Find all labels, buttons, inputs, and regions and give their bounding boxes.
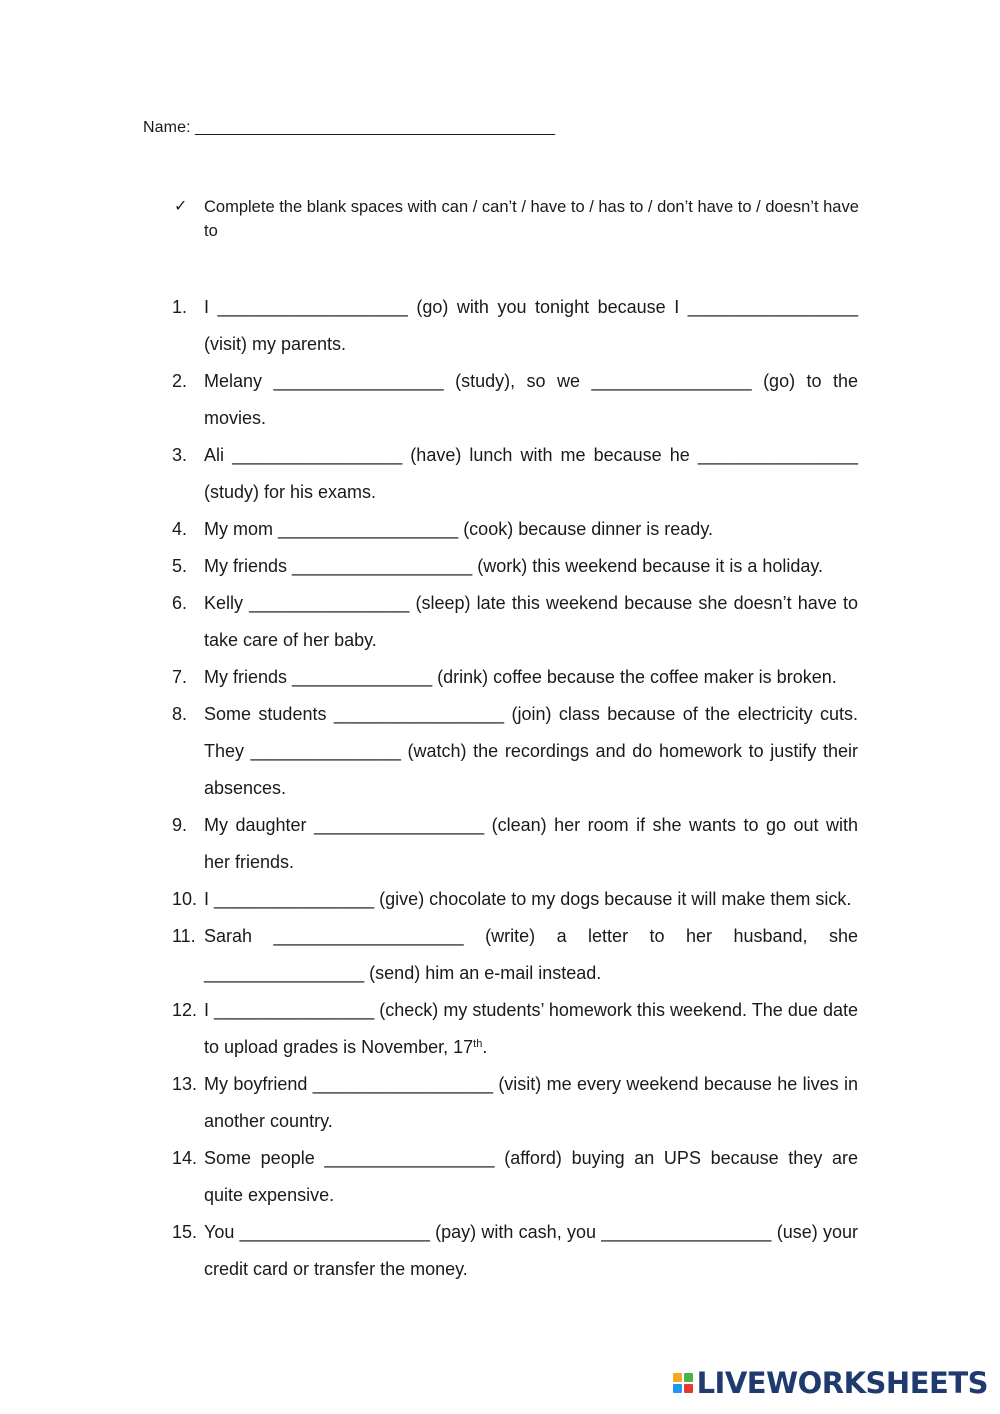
- exercise-text: Ali _________________ (have) lunch with me because he ________________ (study) for his exams.: [204, 445, 858, 502]
- instruction: [174, 195, 864, 243]
- logo-text: LIVEWORKSHEETS: [696, 1366, 988, 1400]
- exercise-text: My mom __________________ (cook) because dinner is ready.: [204, 519, 713, 539]
- ordinal-suffix: th: [473, 1038, 483, 1050]
- exercise-list: [172, 289, 858, 1288]
- exercise-item-5: 5. My friends __________________ (work) this weekend because it is a holiday.: [172, 556, 824, 576]
- logo-square-1: [673, 1373, 682, 1382]
- exercise-text: I ________________ (give) chocolate to my dogs because it will make them sick.: [204, 889, 852, 909]
- exercise-text: Kelly ________________ (sleep) late this weekend because she doesn’t have to take care of her baby.: [204, 593, 858, 650]
- liveworksheets-logo[interactable]: [673, 1366, 988, 1400]
- exercise-text: I ________________ (check) my students’ homework this weekend. The due date to upload grades is November, 17: [204, 1000, 858, 1057]
- exercise-text: My boyfriend __________________ (visit) me every weekend because he lives in another country.: [204, 1074, 858, 1131]
- logo-square-4: [684, 1384, 693, 1393]
- exercise-item-13: 13. My boyfriend __________________ (visit) me every weekend because he lives in another country.: [172, 1074, 858, 1131]
- exercise-text-tail: .: [482, 1037, 488, 1057]
- exercise-text: Some students _________________ (join) class because of the electricity cuts. They _______________ (watch) the recordings and do homework to justify their absences.: [204, 704, 858, 798]
- exercise-text: You ___________________ (pay) with cash, you _________________ (use) your credit card or transfer the money.: [204, 1222, 858, 1279]
- exercise-item-9: 9. My daughter _________________ (clean) her room if she wants to go out with her friends.: [172, 815, 858, 872]
- exercise-item-6: 6. Kelly ________________ (sleep) late this weekend because she doesn’t have to take care of her baby.: [172, 593, 858, 650]
- exercise-text: I ___________________ (go) with you tonight because I _________________ (visit) my parents.: [204, 297, 858, 354]
- instruction-text: Complete the blank spaces with can / can’t / have to / has to / don’t have to / doesn’t have to: [204, 198, 859, 240]
- exercise-text: Sarah ___________________ (write) a letter to her husband, she ________________ (send) him an e-mail instead.: [204, 926, 858, 983]
- exercise-item-4: 4. My mom __________________ (cook) because dinner is ready.: [172, 519, 713, 539]
- logo-square-2: [684, 1373, 693, 1382]
- liveworksheets-logo-icon: [673, 1373, 693, 1393]
- exercise-item-14: 14. Some people _________________ (afford) buying an UPS because they are quite expensive.: [172, 1148, 858, 1205]
- exercise-item-3: 3. Ali _________________ (have) lunch with me because he ________________ (study) for his exams.: [172, 445, 858, 502]
- exercise-item-15: 15. You ___________________ (pay) with cash, you _________________ (use) your credit card or transfer the money.: [172, 1222, 858, 1279]
- exercise-item-12: 12. I ________________ (check) my students’ homework this weekend. The due date to upload grades is November, 17th.: [172, 1000, 858, 1057]
- exercise-item-2: 2. Melany _________________ (study), so we ________________ (go) to the movies.: [172, 371, 858, 428]
- exercise-item-10: 10. I ________________ (give) chocolate to my dogs because it will make them sick.: [172, 889, 852, 909]
- checkmark-icon: ✓: [174, 198, 188, 215]
- exercise-text: My friends __________________ (work) this weekend because it is a holiday.: [204, 556, 824, 576]
- exercise-text: My friends ______________ (drink) coffee because the coffee maker is broken.: [204, 667, 837, 687]
- exercise-item-7: 7. My friends ______________ (drink) coffee because the coffee maker is broken.: [172, 667, 837, 687]
- exercise-text: Melany _________________ (study), so we ________________ (go) to the movies.: [204, 371, 858, 428]
- exercise-item-1: 1. I ___________________ (go) with you tonight because I _________________ (visit) my parents.: [172, 297, 858, 354]
- exercise-item-8: 8. Some students _________________ (join) class because of the electricity cuts. They _______________ (watch) the recordings and do homework to justify their absences.: [172, 704, 858, 798]
- exercise-item-11: 11. Sarah ___________________ (write) a letter to her husband, she ________________ (send) him an e-mail instead.: [172, 926, 858, 983]
- exercise-text: My daughter _________________ (clean) her room if she wants to go out with her friends.: [204, 815, 858, 872]
- logo-square-3: [673, 1384, 682, 1393]
- name-field[interactable]: Name: ________________________________________: [143, 119, 556, 136]
- exercise-text: Some people _________________ (afford) buying an UPS because they are quite expensive.: [204, 1148, 858, 1205]
